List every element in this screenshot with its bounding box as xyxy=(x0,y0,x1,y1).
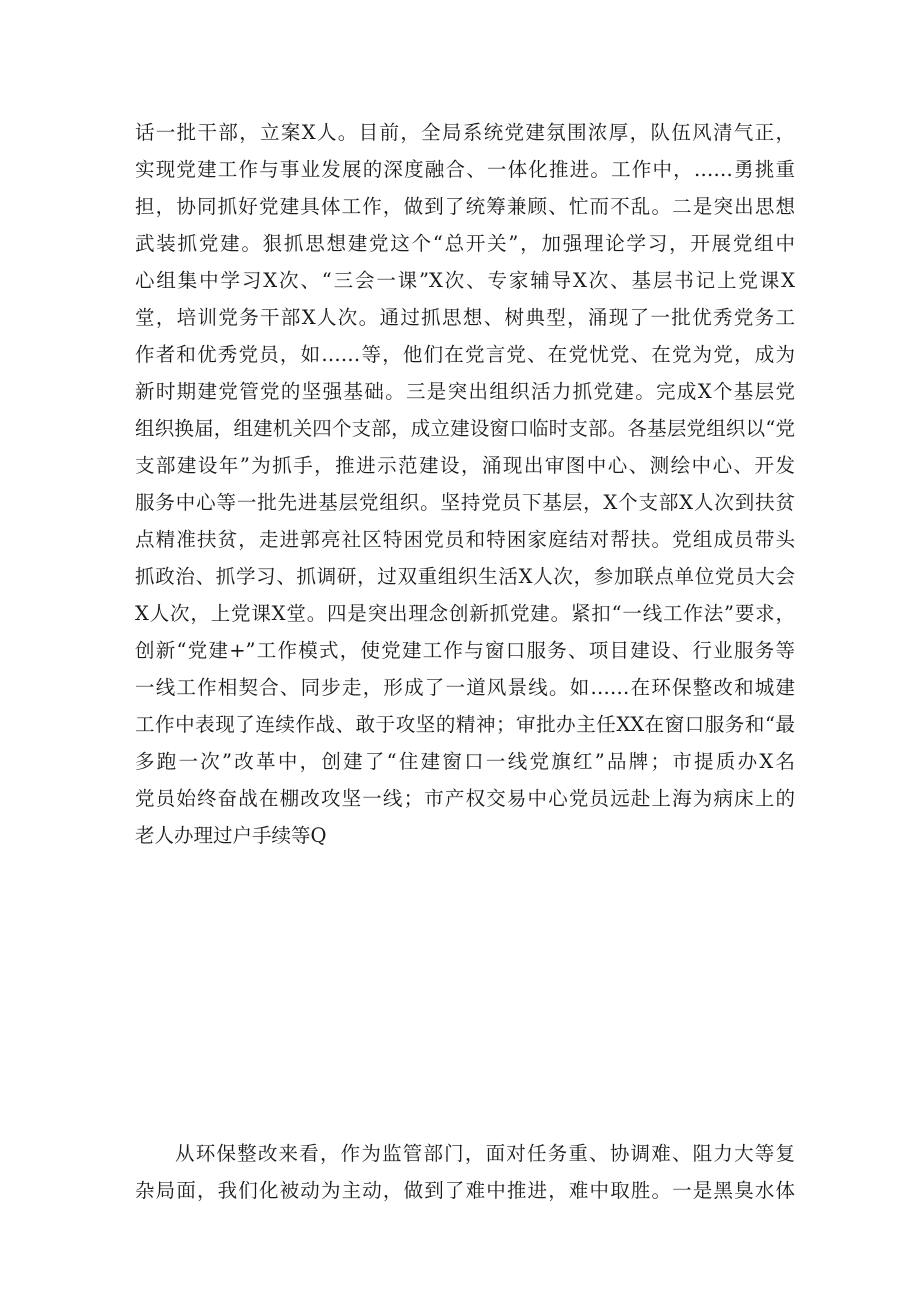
text-line: 从环保整改来看，作为监管部门，面对任务重、协调难、阻力大等复 xyxy=(175,1142,795,1165)
text-line: 党员始终奋战在棚改攻坚一线；市产权交易中心党员远赴上海为病床上的 xyxy=(135,787,795,810)
text-line: 实现党建工作与事业发展的深度融合、一体化推进。工作中，……勇挑重 xyxy=(135,158,795,181)
paragraph-environmental-rectification xyxy=(135,1135,795,1209)
text-line: 工作中表现了连续作战、敢于攻坚的精神；审批办主任XX在窗口服务和“最 xyxy=(135,713,795,736)
text-line: 一线工作相契合、同步走，形成了一道风景线。如……在环保整改和城建 xyxy=(135,676,795,699)
text-line: 心组集中学习X次、“三会一课”X次、专家辅导X次、基层书记上党课X xyxy=(135,269,795,292)
text-line: 杂局面，我们化被动为主动，做到了难中推进，难中取胜。一是黑臭水体 xyxy=(135,1179,795,1202)
text-line: 抓政治、抓学习、抓调研，过双重组织生活X人次，参加联点单位党员大会 xyxy=(135,565,795,588)
text-line: 点精准扶贫，走进郭亮社区特困党员和特困家庭结对帮扶。党组成员带头 xyxy=(135,528,795,551)
paragraph-party-building xyxy=(135,114,795,854)
text-line: 新时期建党管党的坚强基础。三是突出组织活力抓党建。完成X个基层党 xyxy=(135,380,795,403)
text-line: 老人办理过户手续等Q xyxy=(135,824,327,847)
text-line: 多跑一次”改革中，创建了“住建窗口一线党旗红”品牌；市提质办X名 xyxy=(135,750,795,773)
text-line: X人次，上党课X堂。四是突出理念创新抓党建。紧扣“一线工作法”要求， xyxy=(135,602,795,625)
text-line: 支部建设年”为抓手，推进示范建设，涌现出审图中心、测绘中心、开发 xyxy=(135,454,795,477)
text-line: 作者和优秀党员，如……等，他们在党言党、在党忧党、在党为党，成为 xyxy=(135,343,795,366)
text-line: 话一批干部，立案X人。目前，全局系统党建氛围浓厚，队伍风清气正， xyxy=(135,121,795,144)
text-line: 堂，培训党务干部X人次。通过抓思想、树典型，涌现了一批优秀党务工 xyxy=(135,306,795,329)
text-line: 组织换届，组建机关四个支部，成立建设窗口临时支部。各基层党组织以“党 xyxy=(135,417,795,440)
text-line: 创新“党建+”工作模式，使党建工作与窗口服务、项目建设、行业服务等 xyxy=(135,639,795,662)
text-line: 担，协同抓好党建具体工作，做到了统筹兼顾、忙而不乱。二是突出思想 xyxy=(135,195,795,218)
text-line: 服务中心等一批先进基层党组织。坚持党员下基层，X个支部X人次到扶贫 xyxy=(135,491,795,514)
text-line: 武装抓党建。狠抓思想建党这个“总开关”，加强理论学习，开展党组中 xyxy=(135,232,795,255)
